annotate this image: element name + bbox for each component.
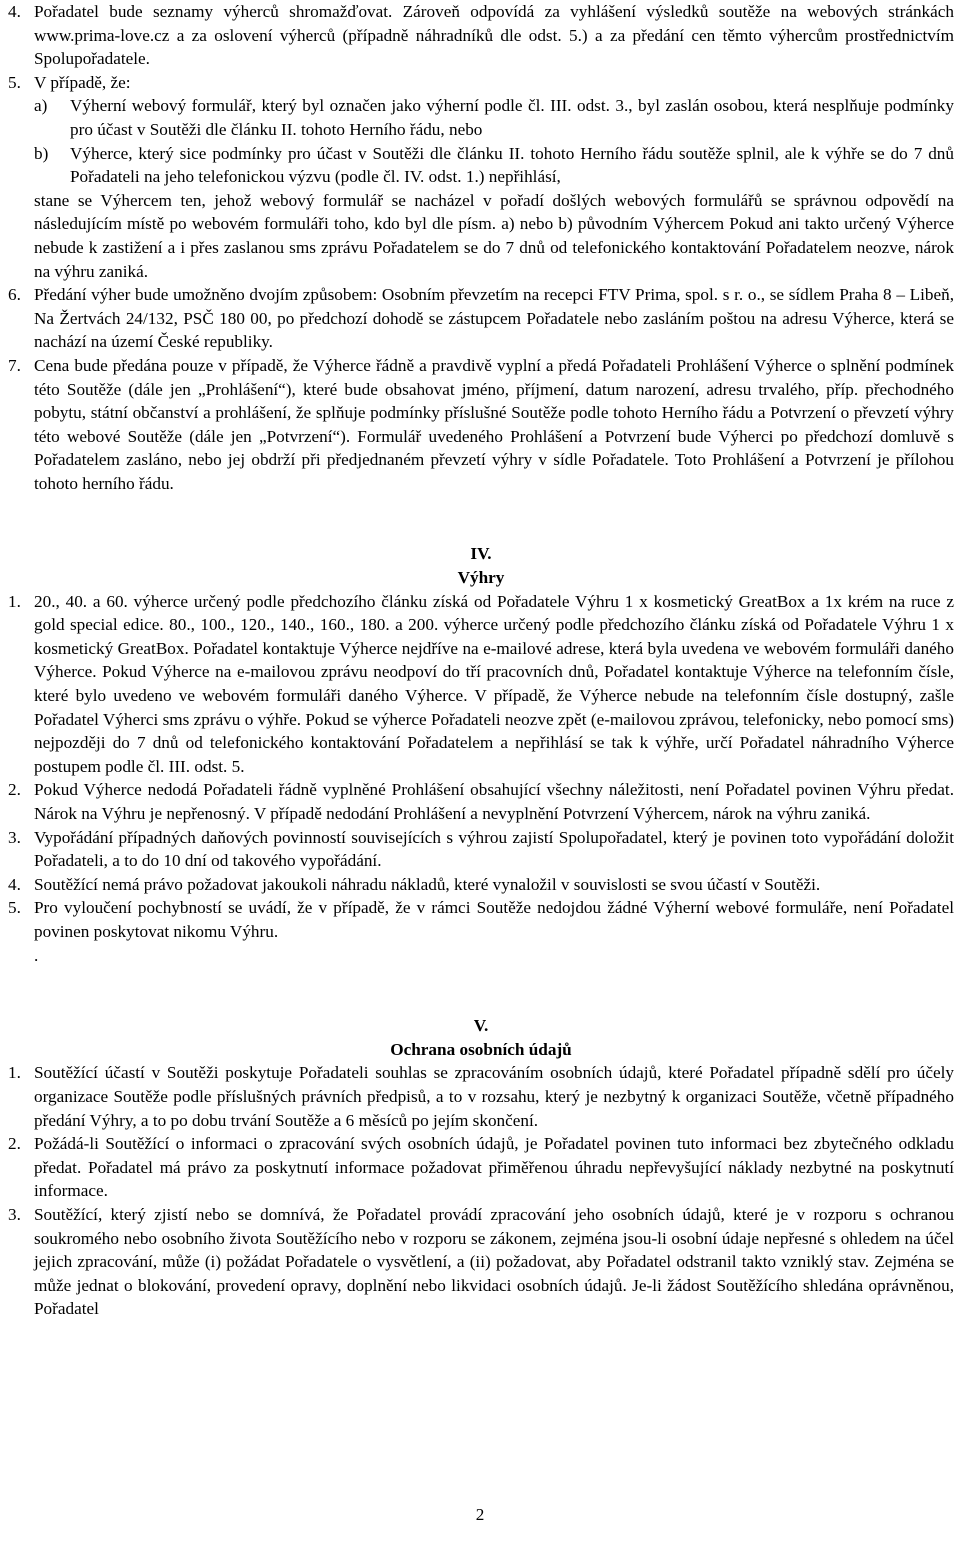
list-item (8, 283, 954, 354)
list-item (8, 778, 954, 825)
item-text: Pokud Výherce nedodá Pořadateli řádně vyplněné Prohlášení obsahující všechny náležitosti, není Pořadatel povinen Výhru předat. Nárok na Výhru je nepřenosný. V případě nedodání Prohlášení a nevyplnění Potvrzení Výhercem, nárok na výhru zaniká. (34, 780, 954, 823)
section-numeral: IV. (470, 544, 492, 564)
list-item (8, 1132, 954, 1203)
sub-item-text: Výherní webový formulář, který byl označen jako výherní podle čl. III. odst. 3., byl zaslán osobou, která nesplňuje podmínky pro účast v Soutěži dle článku II. tohoto Herního řádu, nebo (70, 96, 954, 139)
list-item (8, 826, 954, 873)
section-title: Výhry (457, 568, 505, 588)
item-text: Požádá-li Soutěžící o informaci o zpracování svých osobních údajů, je Pořadatel povinen tuto informaci bez zbytečného odkladu předat. Pořadatel má právo za poskytnutí informace požadovat přiměřenou úhradu nepřevyšující náklady nezbytné na poskytnutí informace. (34, 1134, 954, 1201)
section-numeral: V. (473, 1016, 489, 1036)
item-text: Předání výher bude umožněno dvojím způsobem: Osobním převzetím na recepci FTV Prima, spol. s r. o., se sídlem Praha 8 – Libeň, Na Žertvách 24/132, PSČ 180 00, po předchozí dohodě se zástupcem Pořadatele nebo zasláním poštou na adresu Výherce, která se nachází na území České republiky. (34, 285, 954, 352)
section-title: Ochrana osobních údajů (390, 1039, 572, 1059)
item-number: 7. (8, 355, 21, 375)
list-item (8, 71, 954, 95)
list-item (8, 873, 954, 897)
continuation-paragraph: stane se Výhercem ten, jehož webový formulář se nacházel v pořadí došlých webových formulářů se správnou odpovědí na následujícím místě po webovém formuláři toho, kdo byl dle písm. a) nebo b) původním Výhercem Pokud ani takto určený Výherce nebude k zastižení a i přes zaslanou sms zprávu Pořadatelem se do 7 dnů od telefonického kontaktování Pořadatelem neozve, nárok na výhru zaniká. (34, 190, 954, 281)
sub-item (8, 94, 954, 141)
page-number: 2 (475, 1505, 485, 1524)
item-number: 4. (8, 2, 21, 21)
item-text: Pro vyloučení pochybností se uvádí, že v případě, že v rámci Soutěže nedojdou žádné Výherní webové formuláře, není Pořadatel povinen poskytovat nikomu Výhru. (34, 898, 954, 941)
item-number: 5. (8, 898, 21, 918)
sub-item-letter: a) (34, 96, 48, 116)
list-item (8, 590, 954, 779)
list-item (8, 0, 954, 71)
item-text: V případě, že: (34, 72, 131, 92)
list-item (8, 1061, 954, 1132)
item-text: Cena bude předána pouze v případě, že Výherce řádně a pravdivě vyplní a předá Pořadateli Prohlášení Výherce o splnění podmínek této Soutěže (dále jen „Prohlášení“), které bude obsahovat jméno, příjmení, datum narození, adresu trvalého, příp. přechodného pobytu, státní občanství a prohlášení, že splňuje podmínky příslušné Soutěže podle tohoto Herního řádu a Potvrzení o převzetí výhry této webové Soutěže (dále jen „Potvrzení“). Formulář uvedeného Prohlášení a Potvrzení bude Výherci po předchozí domluvě s Pořadatelem zasláno, nebo jej obdrží při předjednaném převzetí výhry v sídle Pořadatele. Toto Prohlášení a Potvrzení je přílohou tohoto herního řádu. (34, 355, 954, 493)
item-number: 4. (8, 874, 21, 894)
item-number: 5. (8, 72, 21, 92)
trailing-dot: . (34, 945, 39, 965)
sub-item-letter: b) (34, 143, 49, 163)
item-number: 3. (8, 1204, 21, 1224)
item-number: 6. (8, 285, 21, 305)
item-text: Soutěžící účastí v Soutěži poskytuje Pořadateli souhlas se zpracováním osobních údajů, které Pořadatel případně sdělí pro účely organizace Soutěže podle příslušných právních předpisů, a to v rozsahu, který je nezbytný k organizaci Soutěže, včetně případného předání Výhry, a to po dobu trvání Soutěže a 6 měsíců po jejím skončení. (34, 1063, 954, 1130)
item-number: 3. (8, 827, 21, 847)
list-item (8, 896, 954, 943)
list-item (8, 354, 954, 496)
item-number: 1. (8, 1063, 21, 1083)
list-item (8, 1203, 954, 1321)
item-text: Pořadatel bude seznamy výherců shromažďovat. Zároveň odpovídá za vyhlášení výsledků soutěže na webových stránkách www.prima-love.cz a za oslovení výherců (případně náhradníků dle odst. 5.) a za předání cen těmto výhercům prostřednictvím Spolupořadatele. (34, 2, 954, 69)
item-text: Soutěžící nemá právo požadovat jakoukoli náhradu nákladů, které vynaložil v souvislosti se svou účastí v Soutěži. (34, 874, 821, 894)
sub-item (8, 142, 954, 189)
item-number: 2. (8, 1134, 21, 1154)
item-text: 20., 40. a 60. výherce určený podle předchozího článku získá od Pořadatele Výhru 1 x kosmetický GreatBox a 1x krém na ruce z gold special edice. 80., 100., 120., 140., 160., 180. a 200. výherce určený podle předchozího článku získá od Pořadatele Výhru 1 x kosmetický GreatBox. Pořadatel kontaktuje Výherce nejdříve na e-mailové adrese, která byla uvedena ve webovém formuláři daného Výherce. Pokud Výherce na e-mailovou zprávu neodpoví do tří pracovních dnů, Pořadatel kontaktuje Výherce na telefonním čísle, které bylo uvedeno ve webovém formuláři daného Výherce. V případě, že Výherce nebude na telefonním čísle dostupný, zašle Pořadatel Výherci sms zprávu o výhře. Pokud se výherce Pořadateli neozve zpět (e-mailovou zprávou, telefonicky, nebo pomocí sms) nejpozději do 7 dnů od telefonického kontaktování Pořadatelem a nepřihlásí se tak k výhře, určí Pořadatel náhradního Výherce postupem podle čl. III. odst. 5. (34, 591, 954, 776)
item-number: 1. (8, 591, 21, 611)
sub-item-text: Výherce, který sice podmínky pro účast v Soutěži dle článku II. tohoto Herního řádu soutěže splnil, ale k výhře se do 7 dnů Pořadateli na jeho telefonickou výzvu (podle čl. IV. odst. 1.) nepřihlásí, (70, 143, 954, 187)
item-number: 2. (8, 780, 21, 800)
item-text: Vypořádání případných daňových povinností souvisejících s výhrou zajistí Spolupořadatel, který je povinen toto vypořádání doložit Pořadateli, a to do 10 dní od takového vypořádání. (34, 827, 954, 871)
document-body (8, 0, 954, 1321)
item-text: Soutěžící, který zjistí nebo se domnívá, že Pořadatel provádí zpracování jeho osobních údajů, které je v rozporu s ochranou soukromého nebo osobního života Soutěžícího nebo v rozporu se zákonem, zejména jsou-li osobní údaje nepřesné s ohledem na účel jejich zpracování, může (i) požádat Pořadatele o vysvětlení, a (ii) požadovat, aby Pořadatel odstranil takto vzniklý stav. Zejména se může jednat o blokování, provedení opravy, doplnění nebo likvidaci osobních údajů. Je-li žádost Soutěžícího shledána oprávněnou, Pořadatel (34, 1204, 954, 1319)
